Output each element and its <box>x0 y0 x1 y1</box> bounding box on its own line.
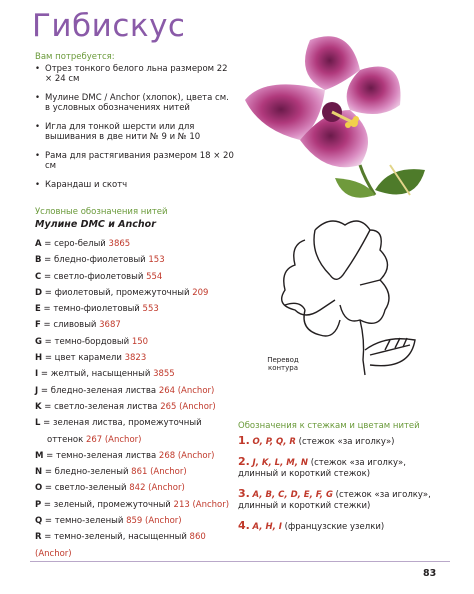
legend-text: цвет карамели <box>54 353 122 364</box>
legend-line: I = желтый, насыщенный 3855 <box>35 369 175 380</box>
legend-code: 153 <box>148 255 165 266</box>
legend-key: E <box>35 304 41 315</box>
legend-text: зеленая листва, промежуточный <box>52 418 202 429</box>
stitch-text: (стежок «за иголку») <box>298 437 395 447</box>
legend-line: R = темно-зеленый, насыщенный 860 <box>35 532 206 543</box>
legend-code: 265 (Anchor) <box>160 401 216 412</box>
legend-code: 860 <box>189 532 206 543</box>
legend-line: C = светло-фиолетовый 554 <box>35 271 163 282</box>
legend-code: 861 (Anchor) <box>131 467 187 478</box>
legend-text: светло-зеленая листва <box>54 401 158 412</box>
legend-key: R <box>35 532 42 543</box>
legend-code: 150 <box>131 336 149 347</box>
requirements-list <box>35 64 235 199</box>
legend-text: светло-фиолетовый <box>53 271 144 282</box>
legend-key: A <box>35 239 42 249</box>
legend-code: 3823 <box>124 353 147 364</box>
legend-key: J <box>35 385 39 396</box>
thread-legend <box>35 236 235 562</box>
legend-text: темно-зеленая листва <box>56 450 157 461</box>
requirement-item: • Рама для растягивания размером 18 × 20 см <box>35 151 235 171</box>
legend-row <box>35 252 235 268</box>
legend-row <box>35 529 235 562</box>
bottom-divider <box>30 561 450 562</box>
legend-key: Q <box>35 516 43 527</box>
legend-text: темно-фиолетовый <box>53 304 140 315</box>
requirement-item: • Мулине DMC / Anchor (хлопок), цвета см. в условных обозначениях нитей <box>35 93 235 113</box>
stitch-heading: Обозначения к стежкам и цветам нитей <box>238 421 420 431</box>
stitch-row <box>238 520 438 533</box>
legend-row <box>35 269 235 285</box>
transfer-label: Перевод контура <box>267 356 299 372</box>
legend-line: P = зеленый, промежуточный 213 (Anchor) <box>35 499 230 510</box>
legend-text: сливовый <box>53 320 97 331</box>
legend-row <box>35 383 235 399</box>
legend-text: темно-зеленый <box>54 516 124 527</box>
stitch-number: 4. <box>238 519 250 532</box>
legend-code: 268 (Anchor) <box>158 450 215 461</box>
legend-code: 842 (Anchor) <box>129 483 185 494</box>
legend-key: H <box>35 353 43 364</box>
legend-key: G <box>35 336 42 347</box>
hibiscus-transfer-outline <box>245 210 445 380</box>
legend-line: F = сливовый 3687 <box>35 320 121 331</box>
requirement-item: • Отрез тонкого белого льна размером 22 × 24 см <box>35 64 235 84</box>
stitch-row <box>238 456 438 480</box>
hibiscus-embroidery-illustration <box>240 30 440 210</box>
legend-row <box>35 301 235 317</box>
legend-text: бледно-зеленая листва <box>50 385 157 396</box>
legend-row <box>35 334 235 350</box>
legend-line: N = бледно-зеленый 861 (Anchor) <box>35 467 187 478</box>
legend-text: темно-зеленый, насыщенный <box>54 532 187 543</box>
legend-code: 553 <box>142 304 159 315</box>
legend-line: D = фиолетовый, промежуточный 209 <box>35 287 209 298</box>
legend-heading: Условные обозначения нитей <box>35 207 168 217</box>
legend-line: E = темно-фиолетовый 553 <box>35 304 159 315</box>
legend-row <box>35 350 235 366</box>
legend-key: I <box>35 369 39 380</box>
legend-code: 3865 <box>108 239 131 249</box>
legend-row <box>35 285 235 301</box>
legend-row <box>35 464 235 480</box>
legend-subheading: Мулине DMC и Anchor <box>35 219 156 230</box>
page-title: Гибискус <box>32 8 186 44</box>
stitch-row <box>238 435 438 448</box>
legend-line: L = зеленая листва, промежуточный <box>35 418 202 429</box>
stitch-letters: O, P, Q, R <box>252 437 296 447</box>
page-number: 83 <box>423 568 437 579</box>
legend-row <box>35 513 235 529</box>
legend-key: K <box>35 401 42 412</box>
legend-line: Q = темно-зеленый 859 (Anchor) <box>35 516 182 527</box>
legend-text: бледно-фиолетовый <box>54 255 146 266</box>
legend-line: B = бледно-фиолетовый 153 <box>35 255 165 266</box>
legend-row <box>35 317 235 333</box>
legend-code: 3687 <box>99 320 121 331</box>
legend-line: O = светло-зеленый 842 (Anchor) <box>35 483 185 494</box>
legend-text: серо-белый <box>54 239 106 249</box>
legend-text: бледно-зеленый <box>54 467 129 478</box>
legend-code: 3855 <box>153 369 175 380</box>
legend-key: B <box>35 255 42 266</box>
legend-code: 859 (Anchor) <box>126 516 182 527</box>
stitch-row <box>238 488 438 512</box>
stitch-number: 2. <box>238 455 250 468</box>
legend-text: светло-зеленый <box>54 483 127 494</box>
legend-text: фиолетовый, промежуточный <box>54 287 190 298</box>
stitch-letters: J, K, L, M, N <box>252 458 309 468</box>
legend-key: P <box>35 499 42 510</box>
legend-key: O <box>35 483 43 494</box>
legend-text: желтый, насыщенный <box>50 369 151 380</box>
legend-key: M <box>35 450 44 461</box>
legend-row <box>35 399 235 415</box>
legend-key: C <box>35 271 42 282</box>
legend-key: N <box>35 467 43 478</box>
legend-text: темно-бордовый <box>54 336 130 347</box>
requirements-heading: Вам потребуется: <box>35 52 115 62</box>
stitch-number: 3. <box>238 487 250 500</box>
requirement-item: • Карандаш и скотч <box>35 180 235 190</box>
stitch-text: (французские узелки) <box>284 522 385 532</box>
legend-code: 554 <box>146 271 163 282</box>
legend-line: K = светло-зеленая листва 265 (Anchor) <box>35 401 216 412</box>
stitch-text: (стежок «за иголку», длинный и короткий стежок) <box>238 458 406 479</box>
legend-key: L <box>35 418 41 429</box>
legend-text-cont: оттенок <box>47 434 84 445</box>
stitch-number: 1. <box>238 434 250 447</box>
legend-code: 267 (Anchor) <box>85 434 142 445</box>
legend-line: G = темно-бордовый 150 <box>35 336 149 347</box>
legend-row <box>35 448 235 464</box>
stitch-letters: A, B, C, D, E, F, G <box>252 490 333 500</box>
legend-row <box>35 415 235 448</box>
legend-code: 209 <box>192 287 209 298</box>
stitch-letters: A, H, I <box>252 522 282 532</box>
legend-text: зеленый, промежуточный <box>53 499 171 510</box>
legend-line: M = темно-зеленая листва 268 (Anchor) <box>35 450 215 461</box>
legend-code: (Anchor) <box>35 548 72 559</box>
legend-line <box>35 546 235 562</box>
legend-code: 213 (Anchor) <box>173 499 230 510</box>
legend-line: J = бледно-зеленая листва 264 (Anchor) <box>35 385 215 396</box>
legend-row <box>35 236 235 252</box>
legend-row <box>35 497 235 513</box>
legend-line: H = цвет карамели 3823 <box>35 353 147 364</box>
legend-row <box>35 480 235 496</box>
legend-line <box>35 432 235 448</box>
legend-code: 264 (Anchor) <box>158 385 215 396</box>
stitch-legend <box>238 435 438 541</box>
legend-key: F <box>35 320 41 331</box>
legend-key: D <box>35 287 43 298</box>
legend-row <box>35 366 235 382</box>
stitch-text: (стежок «за иголку», длинный и короткий стежки) <box>238 490 431 511</box>
legend-line: A = серо-белый 3865 <box>35 239 131 249</box>
requirement-item: • Игла для тонкой шерсти или для вышивания в две нити № 9 и № 10 <box>35 122 235 142</box>
